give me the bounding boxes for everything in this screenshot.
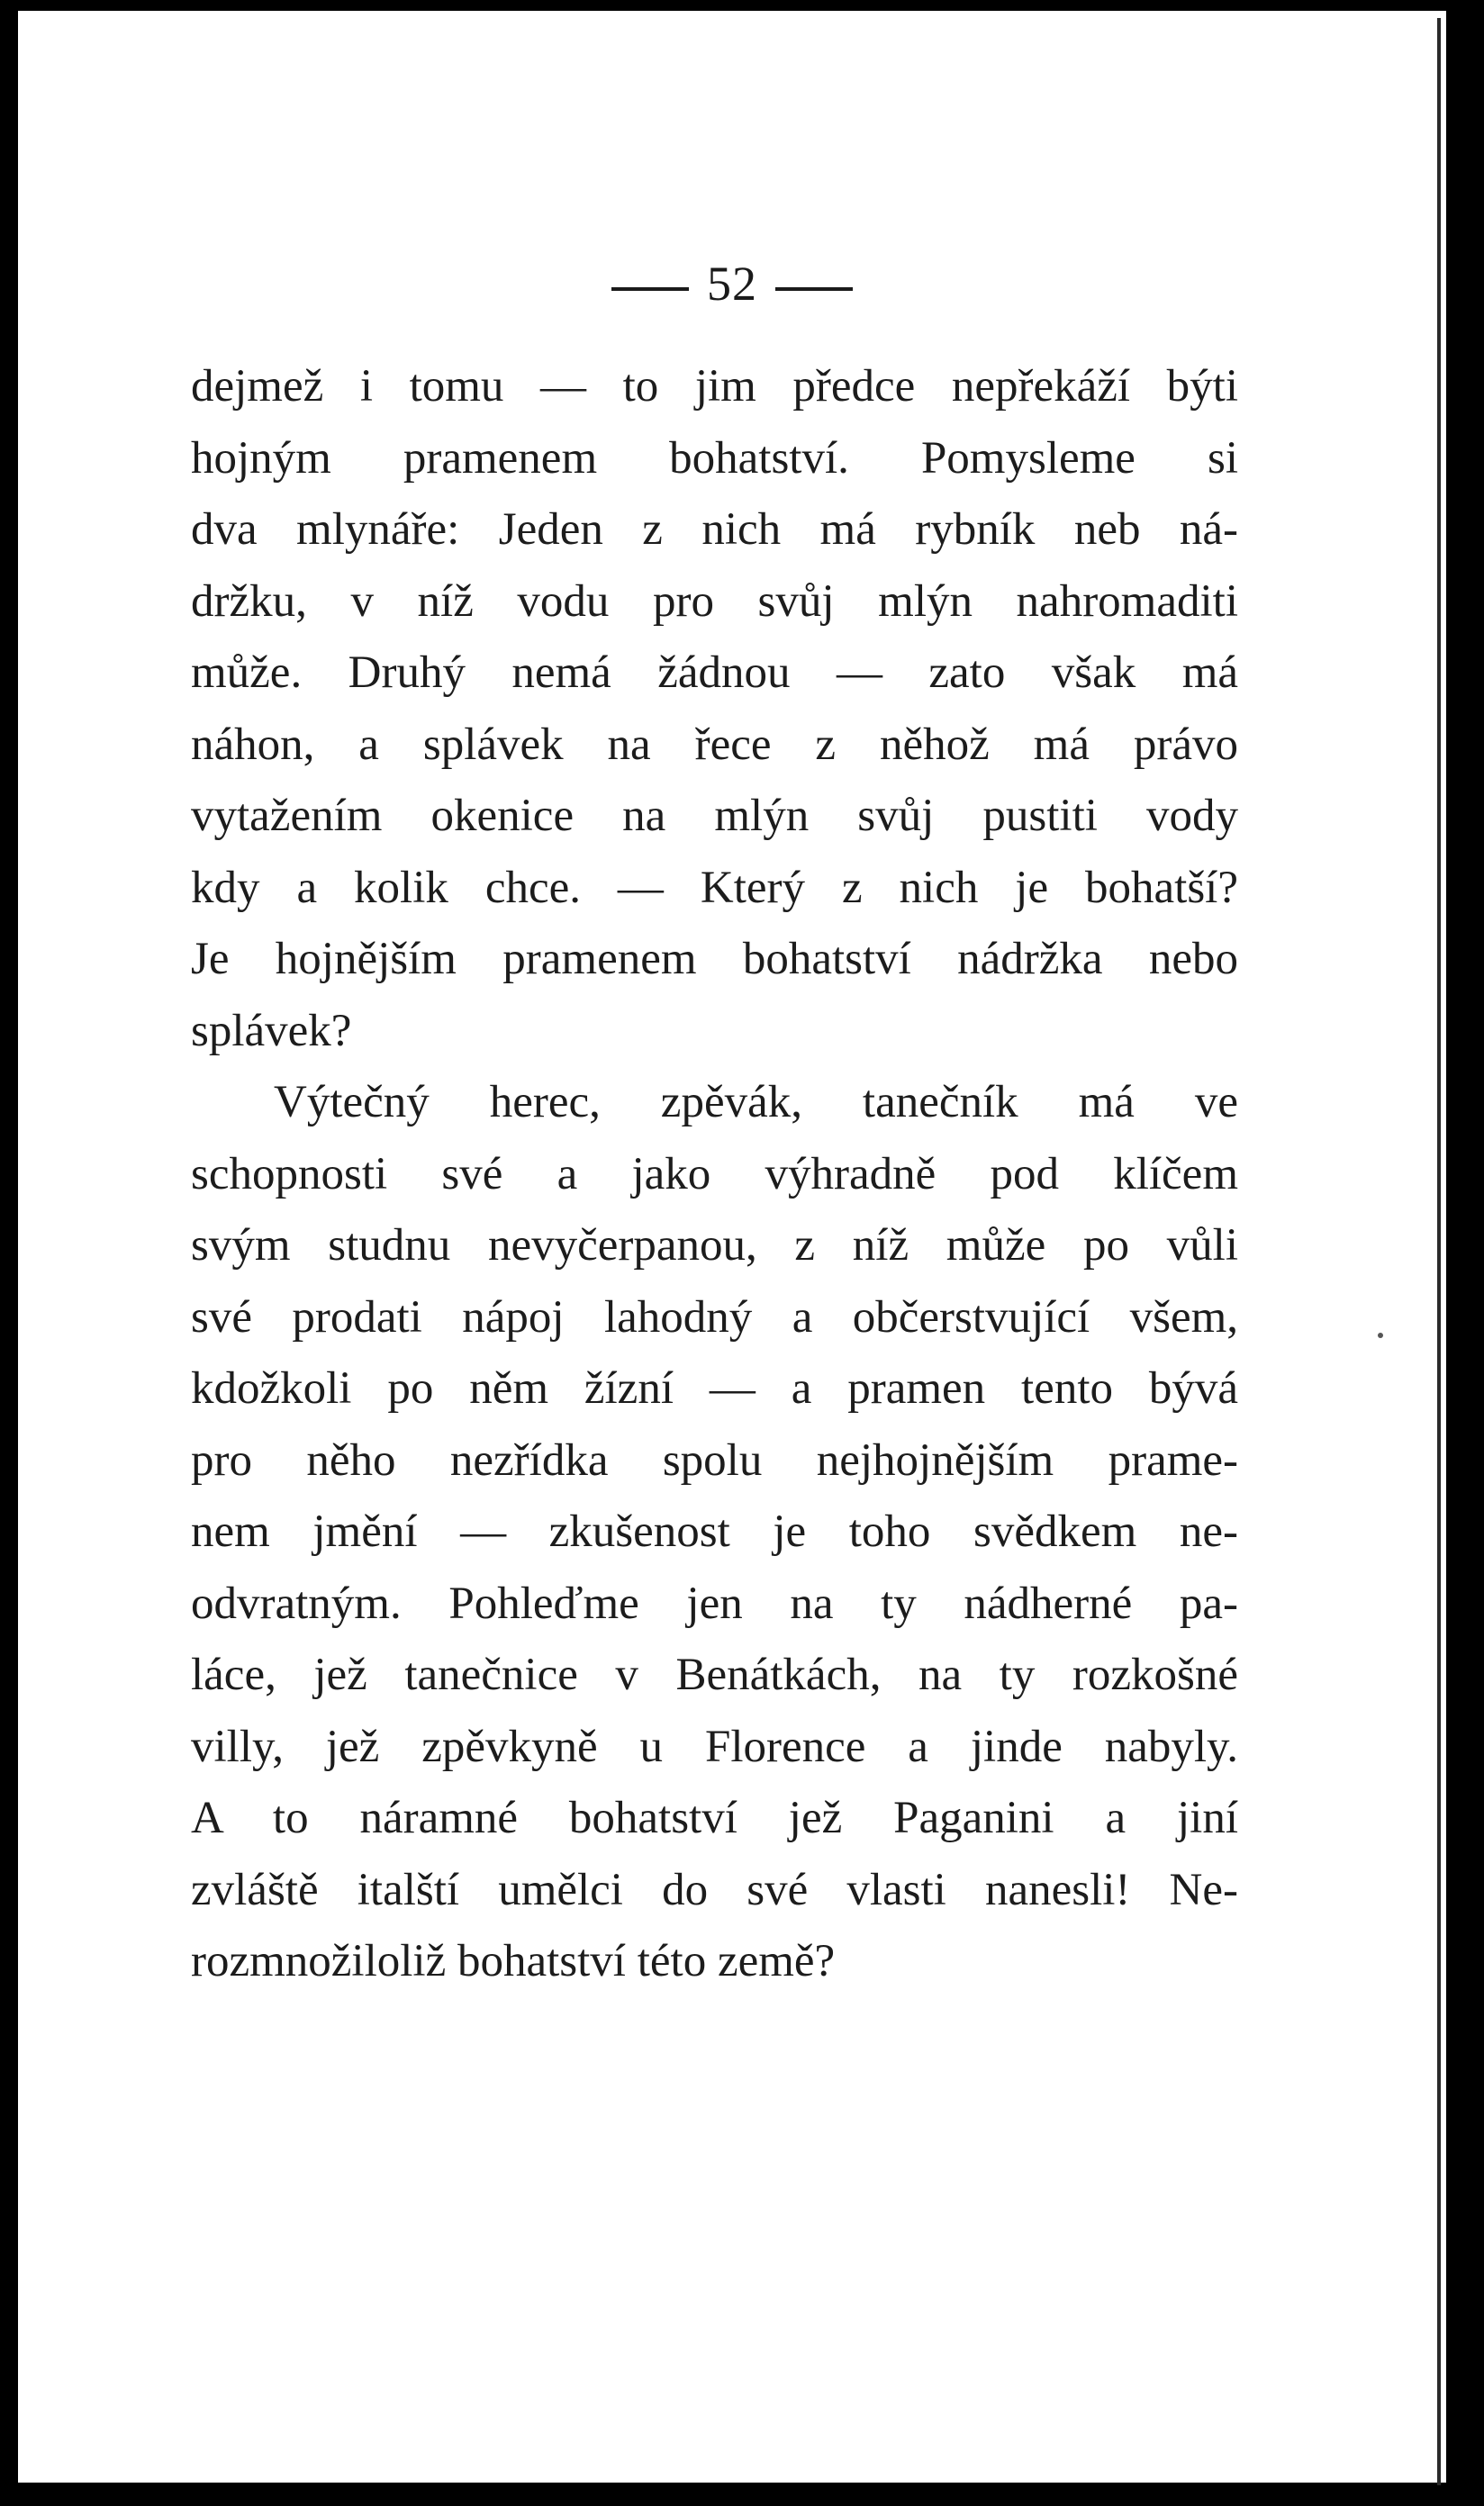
text-line: dejmež i tomu — to jim předce nepřekáží býti — [191, 361, 1238, 412]
page-edge-line — [1437, 18, 1441, 2485]
text-line: Je hojnějším pramenem bohatství nádržka nebo — [191, 934, 1238, 984]
text-line: kdy a kolik chce. — Který z nich je bohatší? — [191, 862, 1238, 913]
page-number: 52 — [707, 257, 757, 311]
text-line: pro něho nezřídka spolu nejhojnějším prame- — [191, 1434, 1238, 1486]
text-line: schopnosti své a jako výhradně pod klíčem — [191, 1148, 1238, 1199]
text-line: villy, jež zpěvkyně u Florence a jinde nabyly. — [191, 1721, 1238, 1772]
text-line: A to náramné bohatství jež Paganini a jiní — [191, 1793, 1238, 1843]
text-line: kdožkoli po něm žízní — a pramen tento bývá — [191, 1363, 1238, 1414]
text-line: rozmnožiloliž bohatství této země? — [191, 1936, 836, 1986]
body-text — [191, 351, 1238, 1998]
text-line: může. Druhý nemá žádnou — zato však má — [191, 647, 1238, 698]
text-line: držku, v níž vodu pro svůj mlýn nahromaditi — [191, 575, 1238, 627]
text-line: odvratným. Pohleďme jen na ty nádherné pa- — [191, 1578, 1238, 1629]
text-line: zvláště italští umělci do své vlasti nanesli! Ne- — [191, 1864, 1238, 1915]
text-line: dva mlynáře: Jeden z nich má rybník neb ná- — [191, 504, 1238, 555]
text-line: láce, jež tanečnice v Benátkách, na ty rozkošné — [191, 1650, 1238, 1700]
text-line: vytažením okenice na mlýn svůj pustiti vody — [191, 791, 1238, 841]
text-line: své prodati nápoj lahodný a občerstvující všem, — [191, 1291, 1238, 1343]
text-line: splávek? — [191, 1005, 352, 1056]
text-line: Výtečný herec, zpěvák, tanečník má ve — [274, 1077, 1238, 1127]
paper-speck — [1378, 1333, 1383, 1338]
header-dash-right — [775, 287, 853, 291]
book-page — [18, 11, 1446, 2483]
text-line: svým studnu nevyčerpanou, z níž může po vůli — [191, 1220, 1238, 1271]
text-line: hojným pramenem bohatství. Pomysleme si — [191, 432, 1238, 484]
text-line: nem jmění — zkušenost je toho svědkem ne- — [191, 1506, 1238, 1557]
page-header — [18, 256, 1446, 312]
text-line: náhon, a splávek na řece z něhož má právo — [191, 719, 1238, 770]
header-dash-left — [611, 287, 689, 291]
